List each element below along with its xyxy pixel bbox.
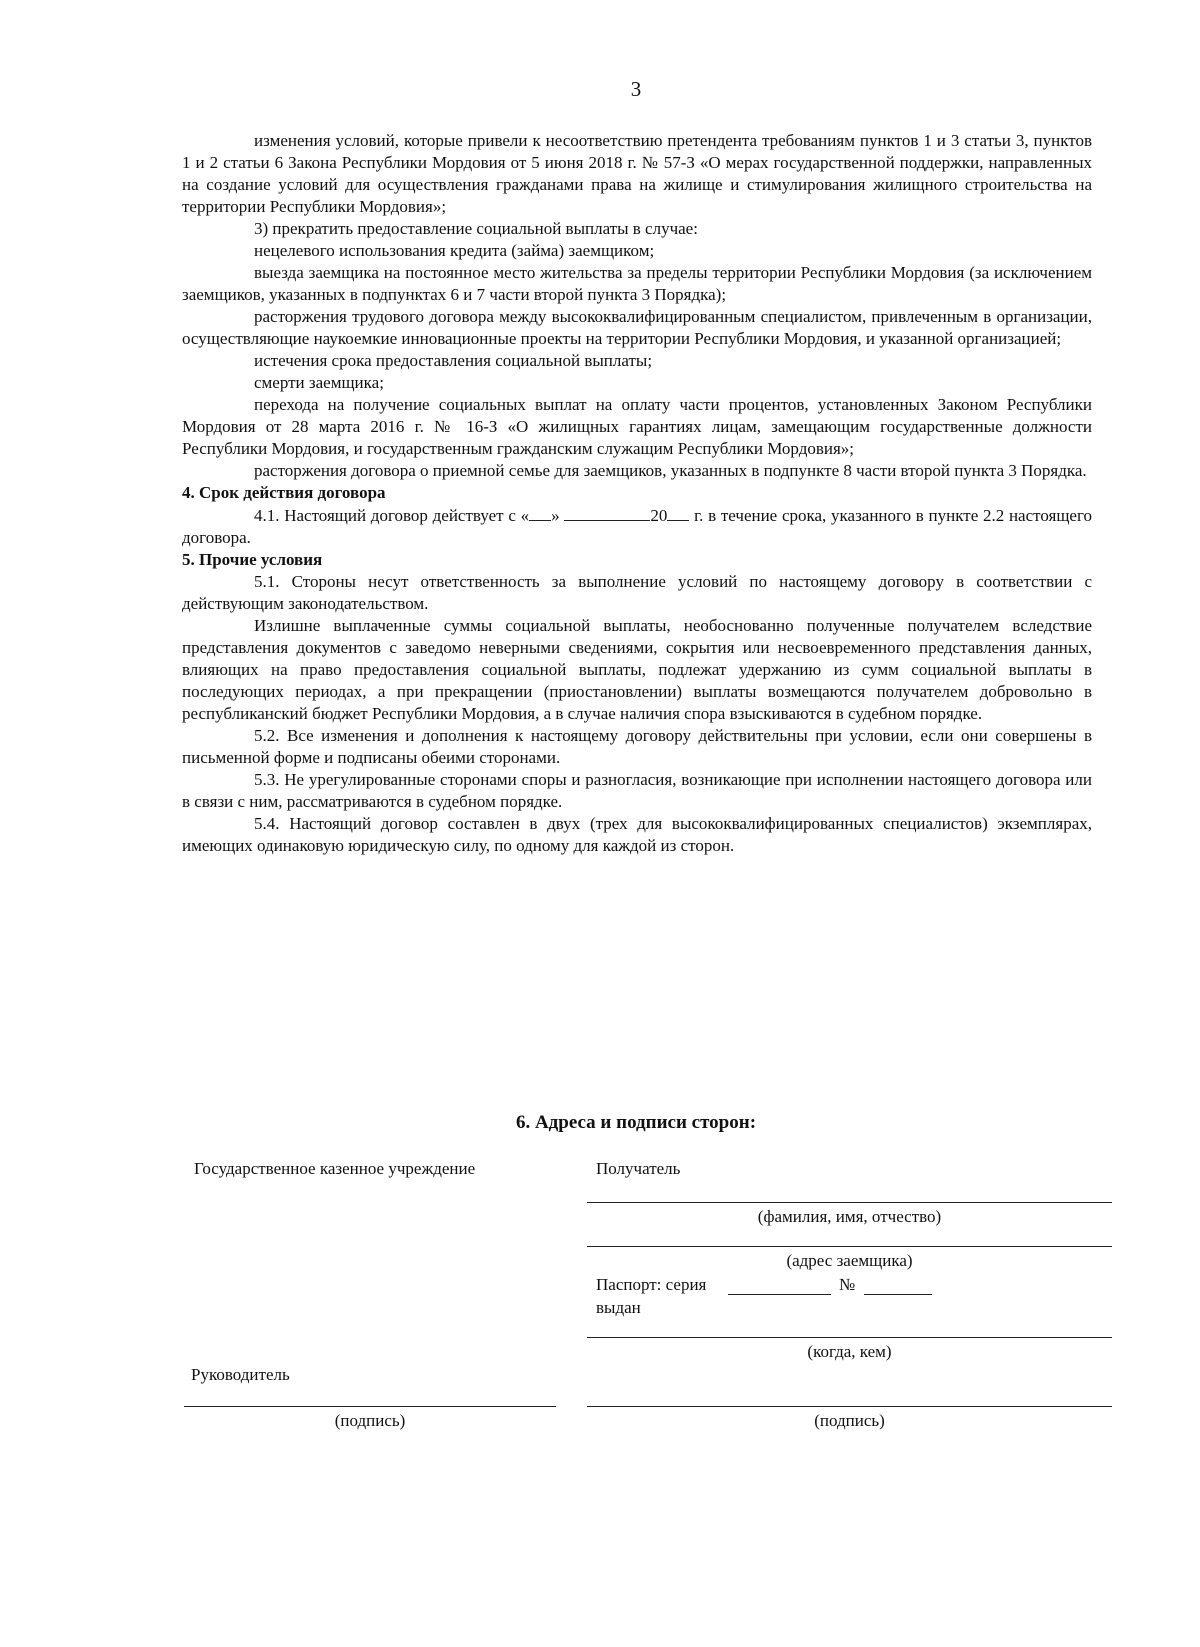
page-number: 3: [630, 77, 642, 101]
head-label: Руководитель: [191, 1365, 290, 1384]
address-line: [587, 1246, 1112, 1247]
issued-label: выдан: [596, 1298, 641, 1317]
passport-number-line: [864, 1294, 932, 1295]
left-signature-caption: (подпись): [334, 1411, 406, 1430]
passport-label: Паспорт: серия: [596, 1275, 707, 1294]
right-signature-caption: (подпись): [814, 1411, 885, 1430]
fio-caption: (фамилия, имя, отчество): [757, 1207, 942, 1226]
paragraph: нецелевого использования кредита (займа) заемщиком;: [254, 241, 655, 260]
paragraph: истечения срока предоставления социальной выплаты;: [254, 351, 653, 370]
text-fragment: 4.1. Настоящий договор действует с «: [254, 506, 530, 525]
paragraph: 5.1. Стороны несут ответственность за выполнение условий по настоящему договору в соответствии с действующим законодательством.: [182, 572, 1092, 613]
paragraph: 5.3. Не урегулированные сторонами споры и разногласия, возникающие при исполнении настоящего договора или в связи с ним, рассматриваются в судебном порядке.: [182, 770, 1092, 811]
left-org-label: Государственное казенное учреждение: [194, 1159, 476, 1178]
number-sign: №: [839, 1275, 856, 1294]
paragraph: расторжения трудового договора между высококвалифицированным специалистом, привлеченным в организации, осуществляющие наукоемкие инновационные проекты на территории Республики Мордовия, и указанной организацией;: [182, 307, 1092, 348]
issued-line: [587, 1337, 1112, 1338]
paragraph: выезда заемщика на постоянное место жительства за пределы территории Республики Мордовия (за исключением заемщиков, указанных в подпунктах 6 и 7 части второй пункта 3 Порядка);: [182, 263, 1092, 304]
fio-line: [587, 1202, 1112, 1203]
paragraph: изменения условий, которые привели к несоответствию претендента требованиям пунктов 1 и 3 статьи 3, пунктов 1 и 2 статьи 6 Закона Республики Мордовия от 5 июня 2018 г. № 57-З «О мерах государственной поддержки, направленных на создание условий для осуществления гражданами права на жилище и стимулирования жилищного строительства на территории Республики Мордовия»;: [182, 131, 1092, 216]
paragraph: 5.4. Настоящий договор составлен в двух (трех для высококвалифицированных специалистов) экземплярах, имеющих одинаковую юридическую силу, по одному для каждой из сторон.: [182, 814, 1092, 855]
paragraph: Излишне выплаченные суммы социальной выплаты, необоснованно полученные получателем вследствие представления документов с заведомо неверными сведениями, сокрытия или несвоевременного представления данных, влияющих на право предоставления социальной выплаты, подлежат удержанию из сумм социальной выплаты в последующих периодах, а при прекращении (приостановлении) выплаты возмещаются получателем добровольно в республиканский бюджет Республики Мордовия, а в случае наличия спора взыскиваются в судебном порядке.: [182, 616, 1092, 723]
address-caption: (адрес заемщика): [786, 1251, 913, 1270]
paragraph: расторжения договора о приемной семье для заемщиков, указанных в подпункте 8 части второй пункта 3 Порядка.: [254, 461, 1087, 480]
section-6-heading: 6. Адреса и подписи сторон:: [515, 1112, 757, 1133]
passport-series-line: [728, 1294, 831, 1295]
paragraph: перехода на получение социальных выплат на оплату части процентов, установленных Законом Республики Мордовия от 28 марта 2016 г. № 16-З «О жилищных гарантиях лицам, замещающим государственные должности Республики Мордовия, и государственным гражданским служащим Республики Мордовия»;: [182, 395, 1092, 458]
right-signature-line: [587, 1406, 1112, 1407]
text-fragment: г. в течение срока, указанного в пункте 2.2 настоящего договора.: [182, 506, 1093, 547]
paragraph: 5.2. Все изменения и дополнения к настоящему договору действительны при условии, если они совершены в письменной форме и подписаны обеими сторонами.: [182, 726, 1092, 767]
issued-caption: (когда, кем): [807, 1342, 892, 1361]
text-fragment: »: [551, 506, 560, 525]
paragraph: смерти заемщика;: [254, 373, 384, 392]
left-signature-line: [184, 1406, 556, 1407]
paragraph: 3) прекратить предоставление социальной выплаты в случае:: [254, 219, 698, 238]
section-4-heading: 4. Срок действия договора: [182, 483, 386, 502]
section-5-heading: 5. Прочие условия: [182, 550, 323, 569]
recipient-label: Получатель: [596, 1159, 681, 1178]
text-fragment: 20: [650, 506, 668, 525]
